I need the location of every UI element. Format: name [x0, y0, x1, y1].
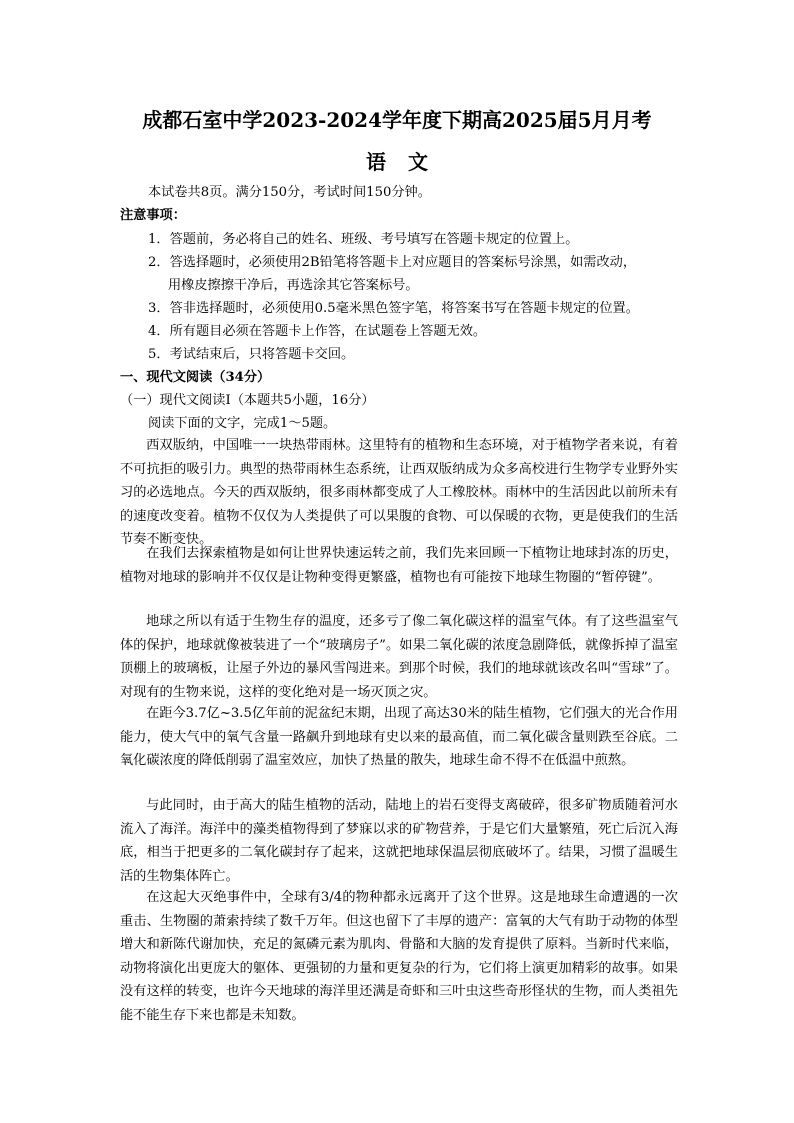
passage-paragraph: 地球之所以有适于生物生存的温度，还多亏了像二氧化碳这样的温室气体。有了这些温室气体的保护，地球就像被装进了一个“玻璃房子”。如果二氧化碳的浓度急剧降低，就像拆掉了温室顶棚上的玻璃板，让屋子外边的暴风雪闯进来。到那个时候，我们的地球就该改名叫“雪球”了。对现有的生物来说，这样的变化绝对是一场灭顶之灾。	[120, 614, 678, 700]
passage-paragraph: 西双版纳，中国唯一一块热带雨林。这里特有的植物和生态环境，对于植物学者来说，有着不可抗拒的吸引力。典型的热带雨林生态系统，让西双版纳成为众多高校进行生物学专业野外实习的必选地点。今天的西双版纳，很多雨林都变成了人工橡胶林。雨林中的生活因此以前所未有的速度改变着。植物不仅仅为人类提供了可以果腹的食物、可以保暖的衣物，更是使我们的生活节奏不断变快。	[120, 438, 678, 548]
exam-intro: 本试卷共8页。满分150分，考试时间150分钟。	[148, 185, 431, 200]
reading-instruction: 阅读下面的文字，完成1～5题。	[148, 416, 337, 431]
notice-item: 3．答非选择题时，必须使用0.5毫米黑色签字笔，将答案书写在答题卡规定的位置。	[148, 301, 639, 316]
notice-item: 4．所有题目必须在答题卡上作答，在试题卷上答题无效。	[148, 324, 487, 339]
passage-paragraph: 在我们去探索植物是如何让世界快速运转之前，我们先来回顾一下植物让地球封冻的历史，植物对地球的影响并不仅仅是让物种变得更繁盛，植物也有可能按下地球生物圈的“暂停键”。	[120, 546, 678, 585]
exam-title: 成都石室中学2023-2024学年度下期高2025届5月月考	[142, 108, 652, 132]
notice-heading: 注意事项：	[120, 208, 186, 223]
passage-paragraph: 在距今3.7亿~3.5亿年前的泥盆纪末期，出现了高达30米的陆生植物，它们强大的光合作用能力，使大气中的氧气含量一路飙升到地球有史以来的最高值，而二氧化碳含量则跌至谷底。二氧化碳浓度的降低削弱了温室效应，加快了热量的散失，地球生命不得不在低温中煎熬。	[120, 706, 678, 769]
notice-item: 1．答题前，务必将自己的姓名、班级、考号填写在答题卡规定的位置上。	[148, 232, 579, 247]
notice-item: 5．考试结束后，只将答题卡交回。	[148, 347, 355, 362]
subject-title: 语文	[366, 150, 450, 174]
subsection-heading: （一）现代文阅读Ⅰ（本题共5小题，16分）	[120, 393, 375, 408]
passage-paragraph: 在这起大灭绝事件中，全球有3/4的物种都永远离开了这个世界。这是地球生命遭遇的一次重击、生物圈的萧索持续了数千万年。但这也留下了丰厚的遗产：富氧的大气有助于动物的体型增大和新陈代谢加快，充足的氮磷元素为肌肉、骨骼和大脑的发育提供了原料。当新时代来临，动物将演化出更庞大的躯体、更强韧的力量和更复杂的行为，它们将上演更加精彩的故事。如果没有这样的转变，也许今天地球的海洋里还满是奇虾和三叶虫这些奇形怪状的生物，而人类祖先能不能生存下来也都是未知数。	[120, 890, 678, 1023]
notice-item: 用橡皮擦擦干净后，再选涂其它答案标号。	[168, 278, 419, 293]
section-heading: 一、现代文阅读（34分）	[120, 370, 271, 385]
passage-paragraph: 与此同时，由于高大的陆生植物的活动，陆地上的岩石变得支离破碎，很多矿物质随着河水流入了海洋。海洋中的藻类植物得到了梦寐以求的矿物营养，于是它们大量繁殖，死亡后沉入海底，相当于把更多的二氧化碳封存了起来，这就把地球保温层彻底破坏了。结果，习惯了温暖生活的生物集体阵亡。	[120, 798, 678, 884]
notice-item: 2．答选择题时，必须使用2B铅笔将答题卡上对应题目的答案标号涂黑，如需改动，	[148, 255, 637, 270]
